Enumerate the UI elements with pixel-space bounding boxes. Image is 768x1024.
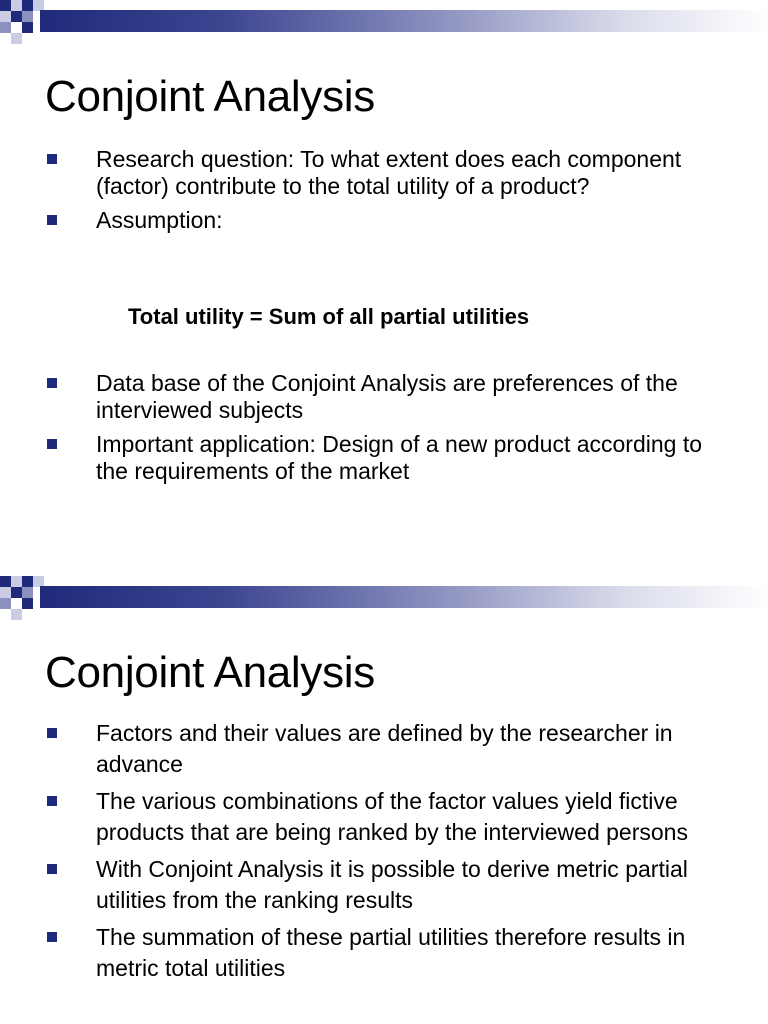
- bullet-text: Assumption:: [96, 207, 223, 233]
- deco-square: [22, 598, 33, 609]
- list-item: [0, 718, 768, 780]
- header-decoration: [0, 0, 768, 48]
- deco-square: [0, 22, 11, 33]
- deco-square: [0, 587, 11, 598]
- square-bullet-icon: [47, 796, 57, 806]
- list-item: [0, 370, 768, 424]
- square-bullet-icon: [47, 378, 57, 388]
- list-item: [0, 146, 768, 200]
- square-bullet-icon: [47, 932, 57, 942]
- deco-square: [11, 587, 22, 598]
- deco-square: [11, 11, 22, 22]
- header-decoration: [0, 576, 768, 624]
- deco-square: [22, 11, 33, 22]
- bullet-text: The summation of these partial utilities therefore results in metric total utilities: [96, 924, 686, 981]
- deco-square: [0, 576, 11, 587]
- deco-square: [11, 609, 22, 620]
- bullet-list-bottom: [0, 370, 768, 485]
- deco-square: [22, 22, 33, 33]
- deco-square: [11, 576, 22, 587]
- list-item: [0, 207, 768, 234]
- deco-square: [22, 0, 33, 11]
- formula-text: Total utility = Sum of all partial utilities: [128, 304, 530, 329]
- slide-2: [0, 576, 768, 1024]
- deco-square: [0, 598, 11, 609]
- list-item: [0, 922, 768, 984]
- gradient-bar: [40, 586, 768, 608]
- deco-square: [0, 0, 11, 11]
- list-item: [0, 786, 768, 848]
- bullet-text: With Conjoint Analysis it is possible to derive metric partial utilities from the ranking results: [96, 856, 688, 913]
- deco-square: [22, 576, 33, 587]
- bullet-text: The various combinations of the factor values yield fictive products that are being ranked by the interviewed persons: [96, 788, 688, 845]
- deco-square: [11, 33, 22, 44]
- deco-square: [22, 587, 33, 598]
- bullet-list: [0, 718, 768, 984]
- square-bullet-icon: [47, 215, 57, 225]
- slide-title: Conjoint Analysis: [45, 72, 375, 121]
- list-item: [0, 854, 768, 916]
- square-bullet-icon: [47, 154, 57, 164]
- list-item: [0, 431, 768, 485]
- square-bullet-icon: [47, 728, 57, 738]
- bullet-list-top: [0, 146, 768, 234]
- bullet-text: Data base of the Conjoint Analysis are preferences of the interviewed subjects: [96, 370, 678, 423]
- square-bullet-icon: [47, 439, 57, 449]
- deco-square: [0, 11, 11, 22]
- deco-square: [11, 0, 22, 11]
- bullet-text: Important application: Design of a new product according to the requirements of the market: [96, 431, 703, 484]
- bullet-text: Factors and their values are defined by the researcher in advance: [96, 720, 673, 777]
- bullet-text: Research question: To what extent does each component (factor) contribute to the total utility of a product?: [96, 146, 682, 199]
- square-bullet-icon: [47, 864, 57, 874]
- slide-title: Conjoint Analysis: [45, 648, 375, 697]
- gradient-bar: [40, 10, 768, 32]
